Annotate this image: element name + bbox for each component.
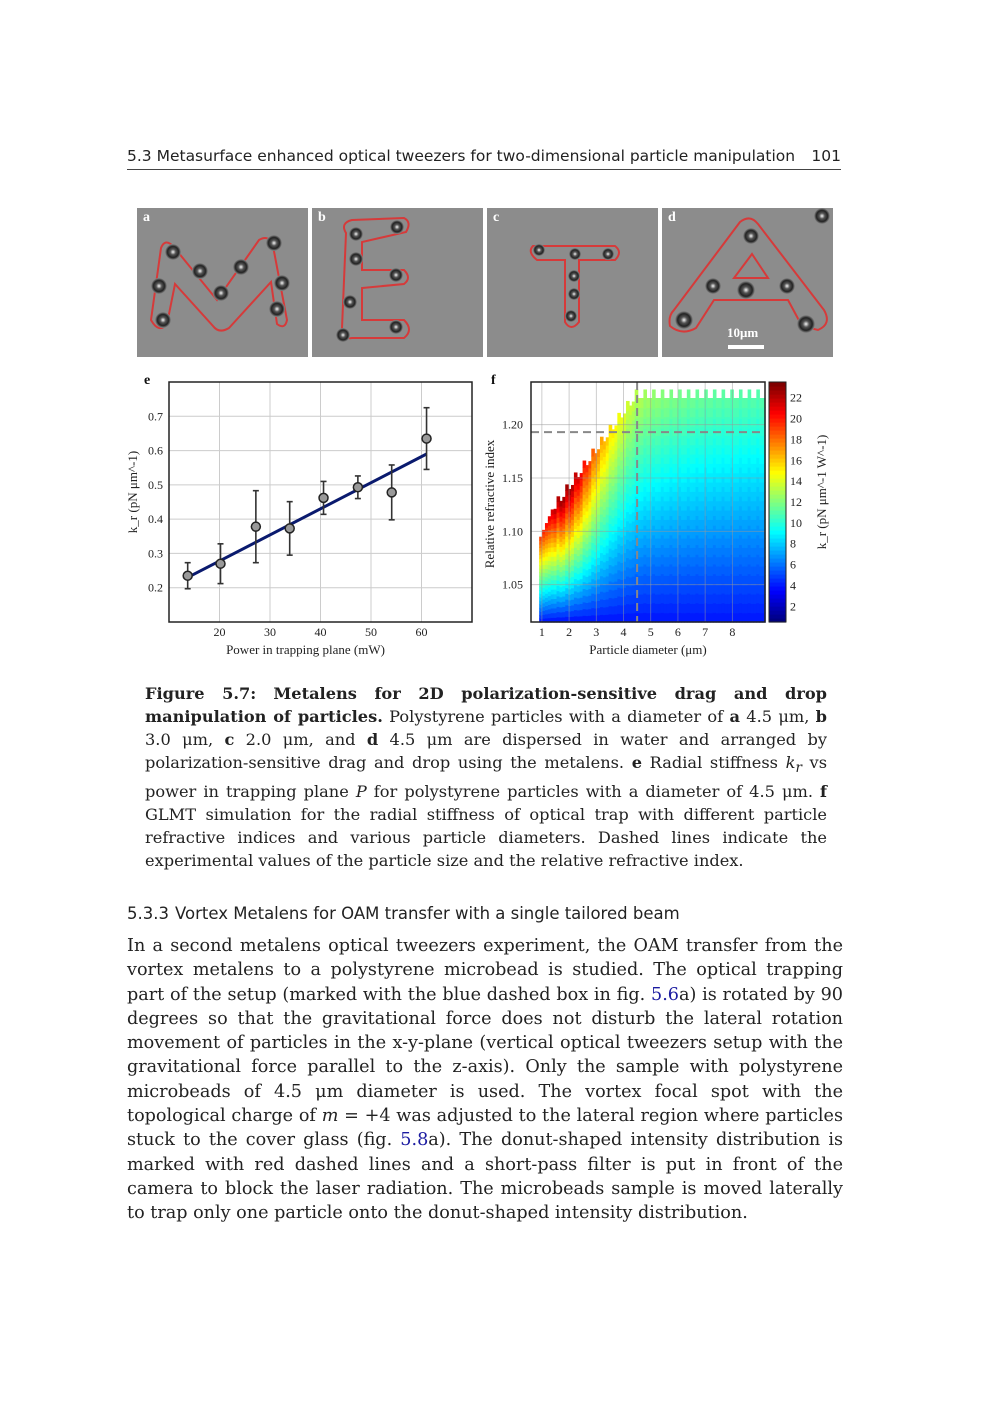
chart-e-svg — [122, 370, 482, 670]
caption-text: 4.5 μm, — [739, 707, 816, 726]
chart-f-colorbar-step — [769, 610, 786, 615]
panel-label-a: a — [143, 210, 150, 225]
chart-e-panel-label: e — [144, 373, 151, 388]
section-number: 5.3.3 — [127, 904, 169, 923]
chart-f-xlabel: Particle diameter (μm) — [589, 642, 707, 657]
caption-ref-e: e — [631, 753, 643, 772]
chart-f-colorbar-step — [769, 438, 786, 443]
chart-e-xtick-label: 50 — [365, 625, 377, 639]
figure-link-5-8[interactable]: 5.8 — [400, 1130, 429, 1151]
chart-f-colorbar-step — [769, 550, 786, 555]
panel-label-c: c — [493, 210, 500, 225]
chart-e-xlabel: Power in trapping plane (mW) — [226, 642, 385, 657]
chart-f-colorbar-tick-label: 20 — [790, 411, 802, 426]
chart-f-colorbar-step — [769, 574, 786, 579]
chart-f-colorbar-tick-label: 18 — [790, 432, 802, 447]
chart-e-data-point — [422, 434, 431, 443]
chart-f-colorbar-step — [769, 426, 786, 431]
body-paragraph — [127, 934, 843, 1226]
chart-e-ytick-label: 0.5 — [148, 477, 163, 492]
caption-text: GLMT simulation for the radial stiffness of optical trap with different particle refractive indices and various particle diameters. Dashed lines indicate the experimental values of the particle size and the relative refractive index. — [145, 805, 827, 871]
chart-f-colorbar-step — [769, 526, 786, 531]
chart-f-ylabel: Relative refractive index — [482, 439, 497, 569]
chart-f-colorbar-step — [769, 586, 786, 591]
chart-f-colorbar-step — [769, 494, 786, 499]
chart-f-colorbar-tick-label: 6 — [790, 557, 796, 572]
chart-e-data-point — [251, 522, 260, 531]
chart-f-colorbar-step — [769, 422, 786, 427]
chart-f-ytick-label: 1.05 — [502, 577, 523, 592]
chart-e-data-point — [216, 559, 225, 568]
chart-f-colorbar-step — [769, 502, 786, 507]
chart-f-xtick-label: 8 — [729, 625, 736, 639]
chart-f-colorbar-step — [769, 582, 786, 587]
chart-f-colorbar-step — [769, 454, 786, 459]
caption-text: 2.0 μm, and — [234, 730, 367, 749]
caption-label: Figure 5.7: — [145, 684, 257, 703]
paragraph-text: = +4 was adjusted to the lateral region where particles stuck to the cover glass (fig. — [127, 1106, 843, 1151]
chart-e-data-point — [319, 493, 328, 502]
chart-f-colorbar-tick-label: 22 — [790, 390, 802, 405]
chart-f-colorbar-step — [769, 398, 786, 403]
chart-f-colorbar-step — [769, 446, 786, 451]
chart-f-colorbar-step — [769, 530, 786, 535]
caption-ref-a: a — [729, 707, 740, 726]
chart-f-colorbar-step — [769, 466, 786, 471]
chart-f-colorbar-step — [769, 542, 786, 547]
chart-f-ytick-label: 1.15 — [502, 471, 523, 485]
paragraph-text: a). The donut-shaped intensity distribution is marked with red dashed lines and a short-pass filter is put in front of the camera to block the laser radiation. The microbeads sample is moved laterally to trap only one particle onto the donut-shaped intensity distribution. — [127, 1130, 843, 1224]
caption-symbol-k: k — [785, 753, 796, 772]
chart-f — [480, 370, 850, 670]
chart-f-colorbar-tick-label: 12 — [790, 495, 802, 509]
chart-e-ytick-label: 0.2 — [148, 580, 163, 595]
chart-f-svg — [480, 370, 850, 670]
chart-f-colorbar-step — [769, 522, 786, 527]
chart-e-data-point — [285, 524, 294, 533]
chart-f-xtick-label: 4 — [620, 625, 627, 639]
paragraph-symbol-m: m — [321, 1106, 339, 1127]
chart-f-colorbar-step — [769, 566, 786, 571]
chart-f-colorbar-step — [769, 602, 786, 607]
chart-f-colorbar-step — [769, 382, 786, 387]
chart-f-colorbar-step — [769, 546, 786, 551]
chart-f-colorbar-step — [769, 418, 786, 423]
chart-f-colorbar-step — [769, 478, 786, 483]
chart-f-xtick-label: 5 — [647, 625, 654, 639]
chart-f-colorbar-label: k_r (pN μm^-1 W^-1) — [814, 434, 829, 550]
figure-link-5-6[interactable]: 5.6 — [651, 984, 679, 1005]
chart-f-colorbar-step — [769, 498, 786, 503]
chart-f-colorbar-step — [769, 506, 786, 511]
chart-f-xtick-label: 7 — [702, 625, 709, 639]
chart-f-panel-label: f — [491, 373, 496, 388]
section-heading — [127, 904, 680, 923]
caption-ref-b: b — [815, 707, 827, 726]
caption-text: 3.0 μm, — [145, 730, 225, 749]
chart-f-ytick-label: 1.20 — [502, 417, 523, 432]
chart-f-colorbar-step — [769, 450, 786, 455]
running-header — [127, 145, 841, 170]
chart-f-colorbar-step — [769, 386, 786, 391]
chart-f-colorbar-step — [769, 518, 786, 523]
chart-f-xtick-label: 2 — [566, 625, 573, 639]
caption-symbol-r: r — [795, 760, 802, 777]
chart-f-colorbar-step — [769, 458, 786, 463]
chart-f-colorbar-tick-label: 8 — [790, 536, 796, 551]
chart-f-colorbar-step — [769, 562, 786, 567]
chart-e-ytick-label: 0.4 — [148, 512, 163, 527]
caption-text: vs power in trapping plane — [145, 753, 828, 802]
chart-e-data-point — [183, 571, 192, 580]
chart-f-colorbar-tick-label: 16 — [790, 453, 802, 468]
caption-title: Metalens for 2D polarization-sensitive drag and drop manipulation of particles. — [145, 684, 827, 726]
section-title: Vortex Metalens for OAM transfer with a single tailored beam — [174, 904, 680, 923]
caption-text: Polystyrene particles with a diameter of — [382, 707, 730, 726]
chart-f-xtick-label: 3 — [593, 625, 600, 639]
chart-f-colorbar-step — [769, 554, 786, 559]
chart-f-colorbar-step — [769, 614, 786, 619]
chart-f-colorbar-tick-label: 4 — [790, 578, 796, 593]
caption-ref-c: c — [224, 730, 235, 749]
chart-f-colorbar-tick-label: 14 — [790, 474, 802, 489]
chart-f-colorbar-step — [769, 394, 786, 399]
figure-caption — [145, 682, 827, 872]
chart-f-colorbar-step — [769, 410, 786, 415]
chart-e — [122, 370, 482, 670]
chart-f-colorbar-tick-label: 10 — [790, 515, 802, 530]
chart-f-colorbar-step — [769, 414, 786, 419]
panel-c-image — [487, 208, 658, 357]
caption-text: for polystyrene particles with a diameter of 4.5 μm. — [366, 782, 821, 802]
header-section-title: 5.3 Metasurface enhanced optical tweezers for two-dimensional particle manipulation — [127, 147, 796, 165]
chart-f-colorbar-step — [769, 442, 786, 447]
chart-f-colorbar-step — [769, 402, 786, 407]
chart-f-colorbar-step — [769, 434, 786, 439]
chart-e-xtick-label: 60 — [415, 625, 428, 639]
chart-f-colorbar-step — [769, 578, 786, 583]
chart-e-ytick-label: 0.6 — [148, 443, 163, 458]
page-number: 101 — [811, 147, 841, 165]
caption-ref-d: d — [366, 730, 379, 749]
chart-f-colorbar-step — [769, 514, 786, 519]
paragraph-text: a) is rotated by 90 degrees so that the gravitational force does not disturb the lateral rotation movement of particles in the x-y-plane (vertical optical tweezers setup with the gravitational force parallel to the z-axis). Only the sample with polystyrene microbeads of 4.5 μm diameter is used. The vortex focal spot with the topological charge of — [127, 984, 843, 1127]
panel-label-b: b — [318, 210, 326, 225]
chart-e-ytick-label: 0.3 — [148, 546, 163, 561]
chart-f-colorbar-step — [769, 470, 786, 475]
chart-f-colorbar-step — [769, 406, 786, 411]
chart-f-colorbar-step — [769, 590, 786, 595]
chart-e-data-point — [353, 483, 362, 492]
chart-f-xtick-label: 1 — [538, 625, 545, 639]
chart-f-ytick-label: 1.10 — [502, 524, 523, 539]
caption-text: Radial stiffness — [642, 753, 786, 772]
caption-symbol-p: P — [355, 782, 367, 802]
chart-e-xtick-label: 30 — [264, 625, 276, 639]
chart-e-data-point — [387, 488, 396, 497]
chart-f-colorbar-step — [769, 474, 786, 479]
chart-e-ytick-label: 0.7 — [148, 409, 163, 424]
chart-e-xtick-label: 40 — [314, 625, 327, 639]
paragraph-text: In a second metalens optical tweezers experiment, the OAM transfer from the vortex metalens to a polystyrene microbead is studied. The optical trapping part of the setup (marked with the blue dashed box in fig. — [127, 936, 843, 1005]
caption-text: 4.5 μm are dispersed in water and arranged by polarization-sensitive drag and drop using the metalens. — [145, 730, 827, 772]
chart-f-colorbar-step — [769, 598, 786, 603]
chart-f-colorbar-step — [769, 482, 786, 487]
panel-label-d: d — [668, 210, 676, 225]
panel-d-image — [662, 208, 833, 357]
chart-e-xtick-label: 20 — [213, 625, 226, 639]
chart-f-colorbar-tick-label: 2 — [790, 599, 796, 614]
chart-f-colorbar-step — [769, 606, 786, 611]
chart-f-colorbar-step — [769, 558, 786, 563]
chart-f-colorbar-step — [769, 430, 786, 435]
panel-b-image — [312, 208, 483, 357]
chart-e-ylabel: k_r (pN μm^-1) — [125, 450, 140, 534]
chart-f-colorbar-step — [769, 534, 786, 539]
chart-f-colorbar-step — [769, 490, 786, 495]
caption-ref-f: f — [820, 782, 827, 802]
scale-bar-label: 10μm — [727, 325, 759, 340]
chart-f-colorbar-step — [769, 486, 786, 491]
chart-f-xtick-label: 6 — [674, 625, 681, 639]
chart-f-colorbar-step — [769, 538, 786, 543]
chart-f-colorbar-step — [769, 510, 786, 515]
chart-f-colorbar-step — [769, 570, 786, 575]
chart-f-colorbar-step — [769, 462, 786, 467]
chart-f-colorbar-step — [769, 390, 786, 395]
chart-f-colorbar-step — [769, 594, 786, 599]
panel-a-image — [137, 208, 308, 357]
